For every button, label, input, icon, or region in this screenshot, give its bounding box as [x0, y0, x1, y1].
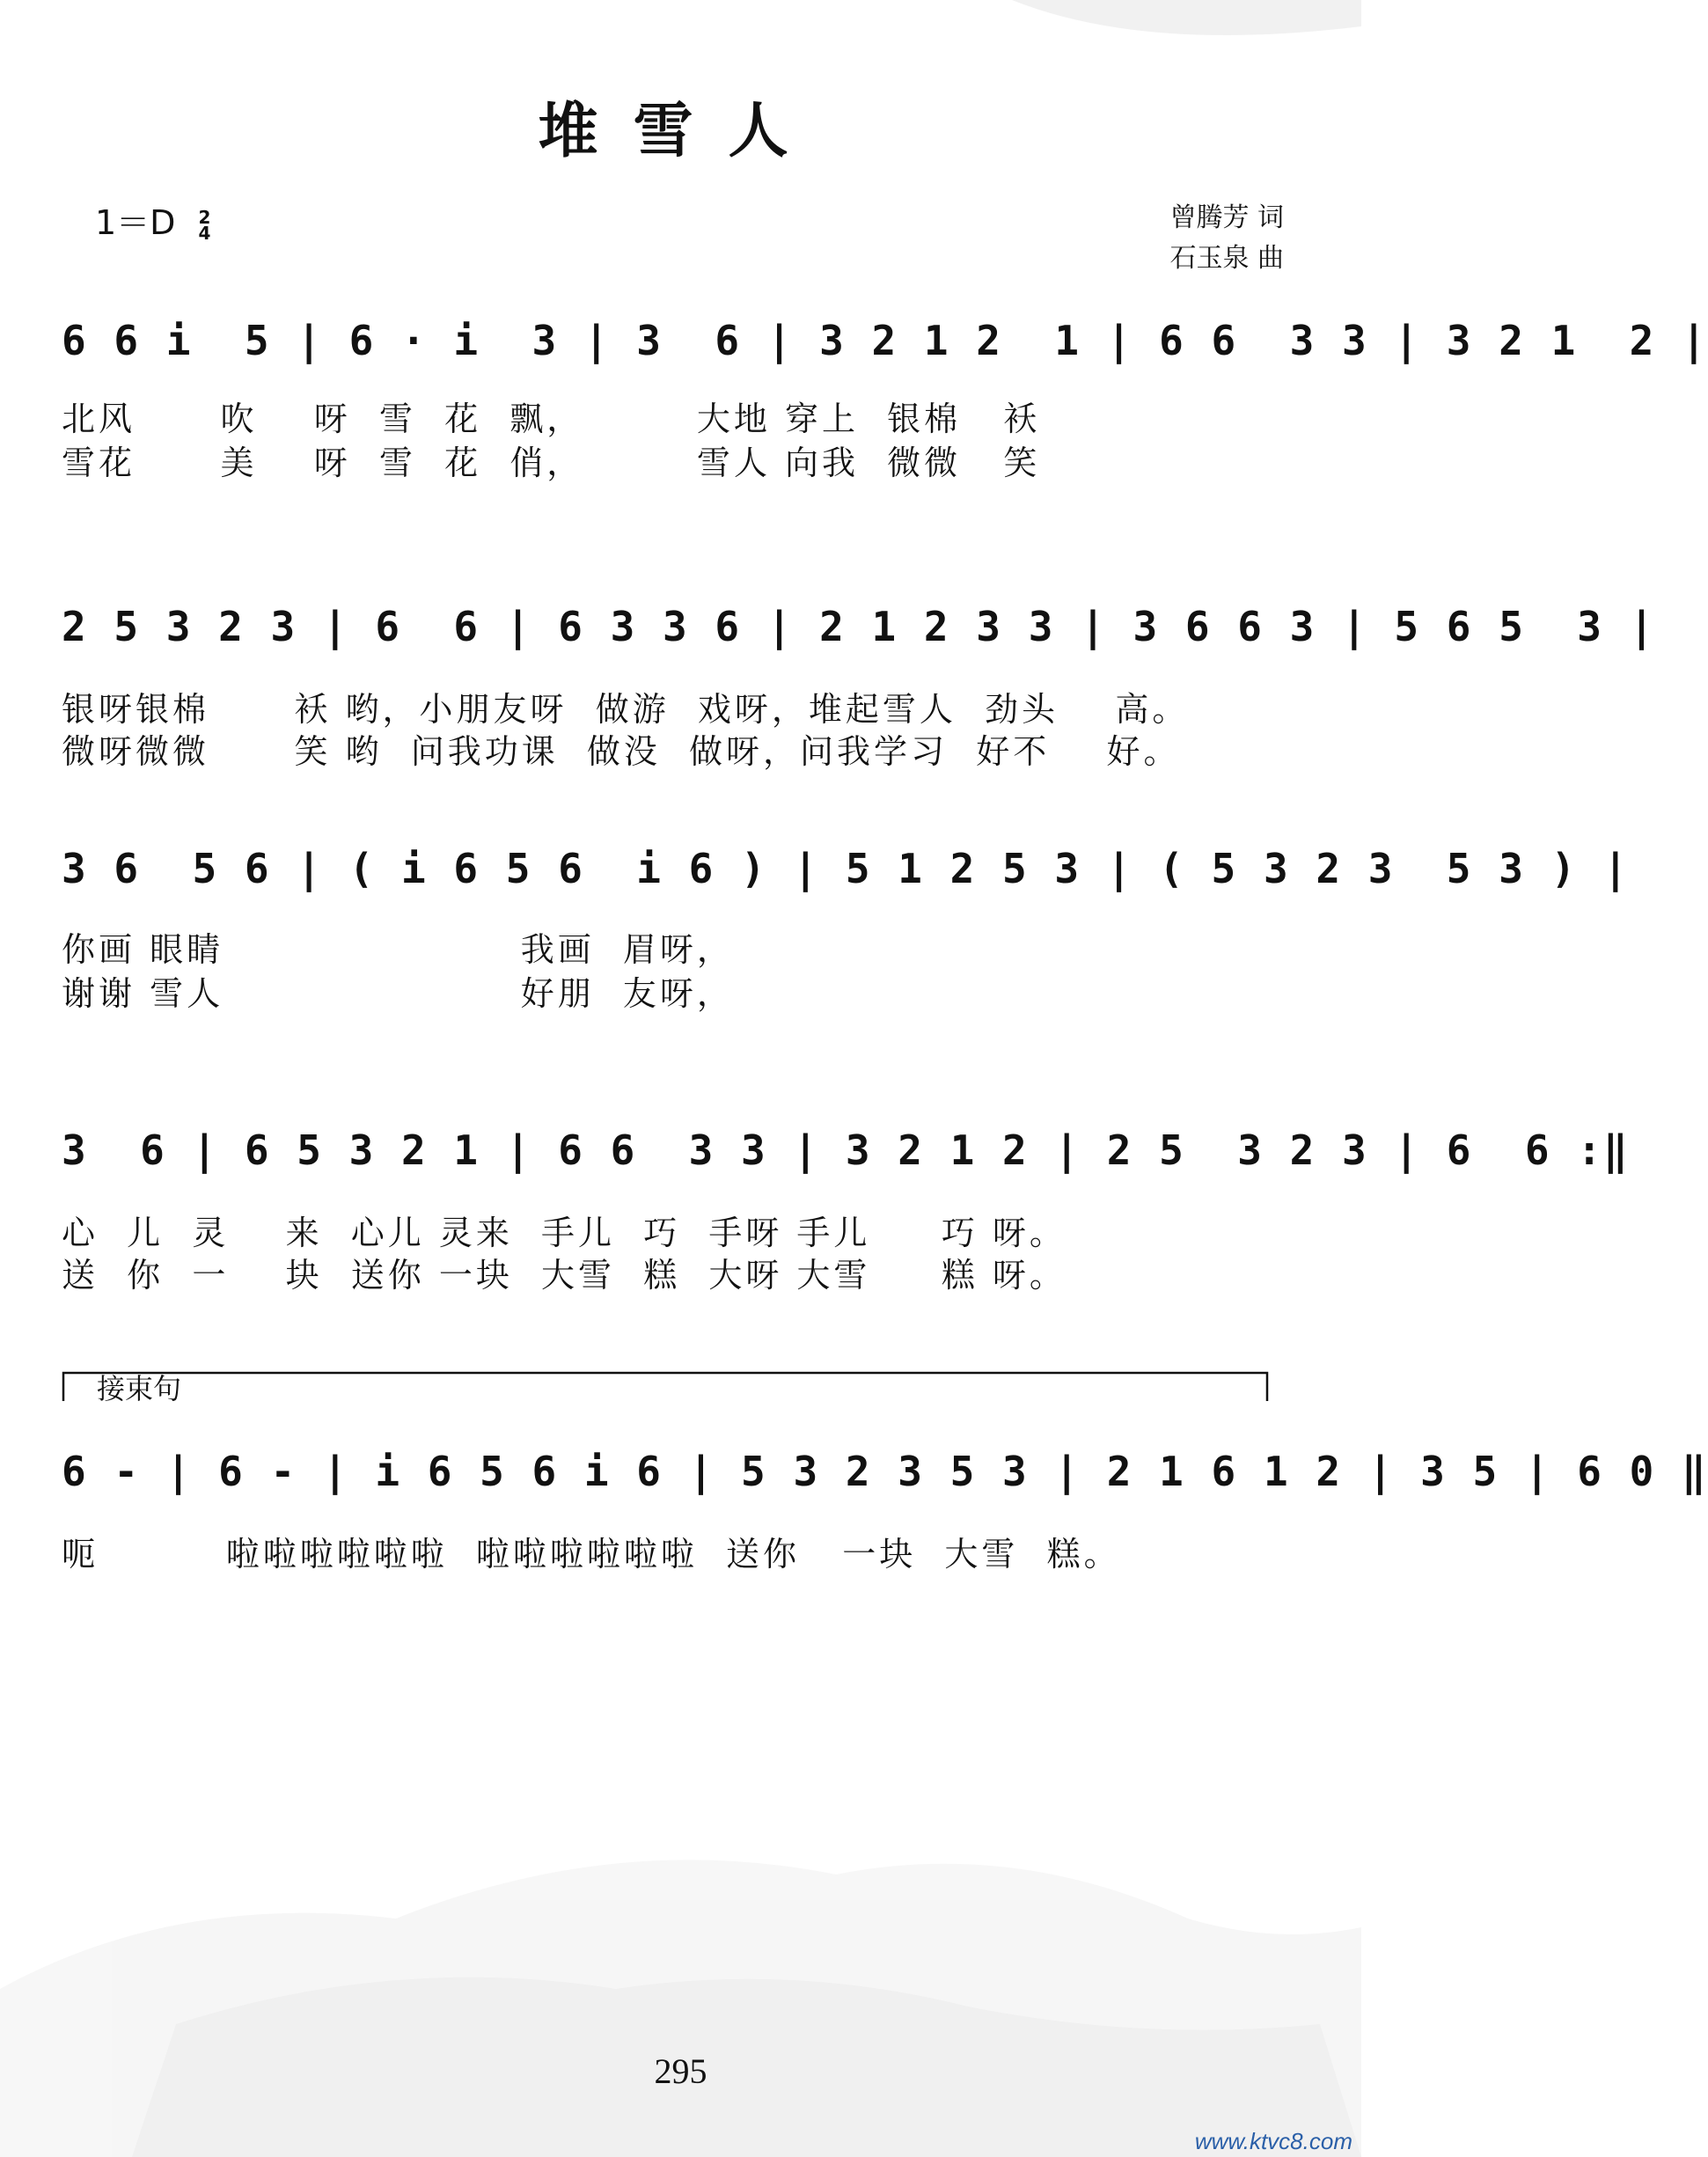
lyrics-row-1-verse-2: 雪花 美 呀 雪 花 俏， 雪人 向我 微微 笑 [62, 444, 1041, 482]
lyrics-row-1-verse-1: 北风 吹 呀 雪 花 飘， 大地 穿上 银棉 袄 [62, 400, 1041, 438]
lyrics-row-5-verse-1: 呃 啦啦啦啦啦啦 啦啦啦啦啦啦 送你 一块 大雪 糕。 [62, 1535, 1121, 1574]
time-top: 2 [198, 206, 211, 228]
song-title: 堆雪人 [538, 97, 824, 166]
lyrics-row-2-verse-2: 微呀微微 笑 哟 问我功课 做没 做呀，问我学习 好不 好。 [62, 732, 1181, 771]
lyrics-row-4-verse-2: 送 你 一 块 送你 一块 大雪 糕 大呀 大雪 糕 呀。 [62, 1256, 1067, 1295]
watermark: www.ktvc8.com [1194, 2128, 1352, 2154]
ending-label: 接束句 [97, 1372, 182, 1405]
key-label: 1＝D [95, 203, 176, 242]
page-number: 295 [654, 2051, 707, 2091]
lyrics-row-3-verse-2: 谢谢 雪人 好朋 友呀， [62, 974, 734, 1013]
notation-row-1: 6 6 i 5 | 6 · i 3 | 3 6 | 3 2 1 2 1 | 6 6 3 3 | 3 2 1 2 | [62, 317, 1708, 364]
lyricist-credit: 曾腾芳 词 [1169, 202, 1284, 233]
notation-row-5: 6 - | 6 - | i 6 5 6 i 6 | 5 3 2 3 5 3 | 2 1 6 1 2 | 3 5 | 6 0 ‖ [62, 1448, 1708, 1495]
notation-row-4: 3 6 | 6 5 3 2 1 | 6 6 3 3 | 3 2 1 2 | 2 5 3 2 3 | 6 6 :‖ [62, 1126, 1630, 1174]
lyrics-row-2-verse-1: 银呀银棉 袄 哟，小朋友呀 做游 戏呀，堆起雪人 劲头 高。 [62, 690, 1190, 729]
notation-row-2: 2 5 3 2 3 | 6 6 | 6 3 3 6 | 2 1 2 3 3 | 3 6 6 3 | 5 6 5 3 | [62, 603, 1656, 650]
notation-row-3: 3 6 5 6 | ( i 6 5 6 i 6 ) | 5 1 2 5 3 | ( 5 3 2 3 5 3 ) | [62, 845, 1630, 892]
lyrics-row-4-verse-1: 心 儿 灵 来 心儿 灵来 手儿 巧 手呀 手儿 巧 呀。 [62, 1214, 1067, 1252]
composer-credit: 石玉泉 曲 [1169, 243, 1284, 274]
lyrics-row-3-verse-1: 你画 眼睛 我画 眉呀， [62, 930, 734, 969]
time-bottom: 4 [198, 222, 211, 244]
